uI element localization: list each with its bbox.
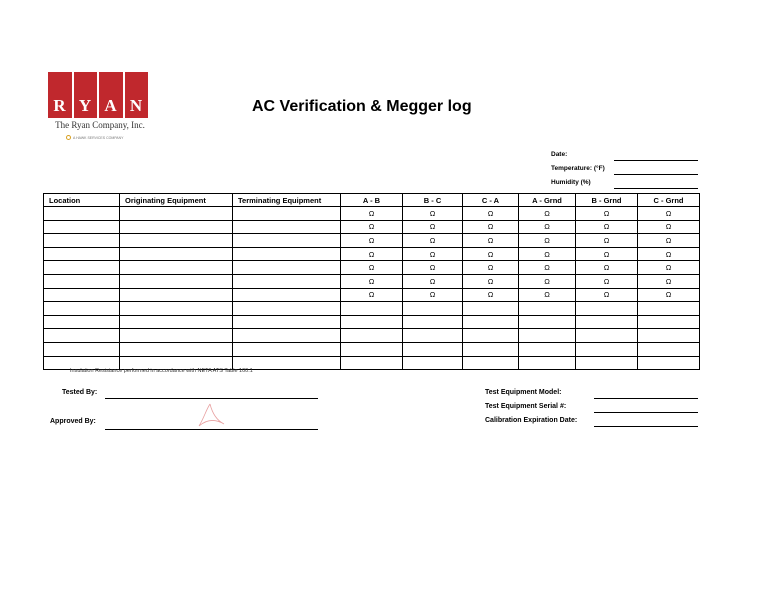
resistance-cell[interactable]: Ω (576, 220, 638, 234)
text-cell[interactable] (44, 302, 120, 316)
column-header: Originating Equipment (120, 194, 233, 207)
resistance-cell[interactable]: Ω (403, 234, 463, 248)
resistance-cell[interactable]: Ω (576, 288, 638, 302)
resistance-cell[interactable] (341, 315, 403, 329)
text-cell[interactable] (120, 329, 233, 343)
resistance-cell[interactable] (638, 329, 700, 343)
text-cell[interactable] (44, 207, 120, 221)
text-cell[interactable] (120, 315, 233, 329)
resistance-cell[interactable] (519, 329, 576, 343)
resistance-cell[interactable] (576, 302, 638, 316)
pdf-watermark-icon (196, 402, 226, 430)
resistance-cell[interactable] (341, 356, 403, 370)
resistance-cell[interactable]: Ω (576, 247, 638, 261)
resistance-cell[interactable] (576, 329, 638, 343)
text-cell[interactable] (120, 302, 233, 316)
resistance-cell[interactable]: Ω (403, 220, 463, 234)
megger-log-table (43, 193, 700, 370)
tested-by-label: Tested By: (62, 389, 98, 396)
text-cell[interactable] (44, 329, 120, 343)
resistance-cell[interactable]: Ω (638, 261, 700, 275)
resistance-cell[interactable]: Ω (403, 274, 463, 288)
date-label: Date: (551, 151, 568, 158)
equipment-model-field[interactable] (594, 398, 698, 399)
insulation-note: Insulation Resistance performed in accordance with NETA ATS Table 100.1 (70, 368, 253, 374)
resistance-cell[interactable] (403, 342, 463, 356)
table-row (44, 261, 700, 275)
table-row (44, 274, 700, 288)
resistance-cell[interactable]: Ω (463, 288, 519, 302)
text-cell[interactable] (233, 329, 341, 343)
resistance-cell[interactable]: Ω (341, 274, 403, 288)
company-name: The Ryan Company, Inc. (55, 120, 145, 130)
resistance-cell[interactable] (463, 302, 519, 316)
resistance-cell[interactable]: Ω (341, 220, 403, 234)
logo-letter-box (74, 72, 98, 118)
resistance-cell[interactable]: Ω (463, 220, 519, 234)
logo-letter: A (104, 96, 118, 115)
resistance-cell[interactable]: Ω (638, 247, 700, 261)
date-field[interactable] (614, 160, 698, 161)
resistance-cell[interactable] (638, 342, 700, 356)
table-header-row (44, 194, 700, 207)
resistance-cell[interactable]: Ω (576, 274, 638, 288)
resistance-cell[interactable]: Ω (638, 288, 700, 302)
company-tagline: A HAWK SERVICES COMPANY (73, 136, 124, 140)
resistance-cell[interactable]: Ω (519, 234, 576, 248)
text-cell[interactable] (120, 247, 233, 261)
column-header: Terminating Equipment (233, 194, 341, 207)
text-cell[interactable] (233, 302, 341, 316)
resistance-cell[interactable]: Ω (403, 261, 463, 275)
temperature-field[interactable] (614, 174, 698, 175)
humidity-label: Humidity (%) (551, 179, 591, 186)
resistance-cell[interactable]: Ω (463, 274, 519, 288)
resistance-cell[interactable]: Ω (341, 261, 403, 275)
text-cell[interactable] (233, 220, 341, 234)
column-header: Location (44, 194, 120, 207)
resistance-cell[interactable]: Ω (519, 247, 576, 261)
text-cell[interactable] (120, 274, 233, 288)
text-cell[interactable] (44, 220, 120, 234)
resistance-cell[interactable] (341, 329, 403, 343)
company-logo (48, 72, 148, 118)
column-header: B - Grnd (576, 194, 638, 207)
resistance-cell[interactable]: Ω (463, 207, 519, 221)
resistance-cell[interactable]: Ω (341, 234, 403, 248)
resistance-cell[interactable] (519, 356, 576, 370)
resistance-cell[interactable]: Ω (463, 261, 519, 275)
text-cell[interactable] (44, 315, 120, 329)
column-header: A - Grnd (519, 194, 576, 207)
column-header: C - Grnd (638, 194, 700, 207)
resistance-cell[interactable]: Ω (519, 261, 576, 275)
table-row (44, 315, 700, 329)
table-row (44, 288, 700, 302)
text-cell[interactable] (120, 261, 233, 275)
text-cell[interactable] (233, 288, 341, 302)
column-header: C - A (463, 194, 519, 207)
resistance-cell[interactable] (519, 342, 576, 356)
resistance-cell[interactable] (638, 302, 700, 316)
resistance-cell[interactable] (519, 315, 576, 329)
page-title: AC Verification & Megger log (252, 98, 472, 115)
text-cell[interactable] (233, 274, 341, 288)
text-cell[interactable] (120, 234, 233, 248)
text-cell[interactable] (44, 274, 120, 288)
approved-by-label: Approved By: (50, 418, 96, 425)
equipment-model-label: Test Equipment Model: (485, 389, 562, 396)
resistance-cell[interactable] (463, 342, 519, 356)
table-row (44, 234, 700, 248)
table-row (44, 220, 700, 234)
company-ring-icon (66, 135, 71, 140)
calibration-date-label: Calibration Expiration Date: (485, 417, 578, 424)
resistance-cell[interactable]: Ω (638, 207, 700, 221)
logo-letter-box (99, 72, 123, 118)
resistance-cell[interactable]: Ω (519, 220, 576, 234)
logo-letter: Y (78, 96, 92, 115)
resistance-cell[interactable]: Ω (576, 261, 638, 275)
text-cell[interactable] (120, 207, 233, 221)
resistance-cell[interactable]: Ω (519, 288, 576, 302)
resistance-cell[interactable]: Ω (403, 207, 463, 221)
resistance-cell[interactable] (341, 302, 403, 316)
text-cell[interactable] (233, 315, 341, 329)
resistance-cell[interactable]: Ω (576, 207, 638, 221)
resistance-cell[interactable] (576, 315, 638, 329)
text-cell[interactable] (233, 342, 341, 356)
text-cell[interactable] (233, 207, 341, 221)
logo-letter-box (125, 72, 149, 118)
text-cell[interactable] (120, 288, 233, 302)
column-header: B - C (403, 194, 463, 207)
text-cell[interactable] (44, 288, 120, 302)
table-row (44, 247, 700, 261)
resistance-cell[interactable]: Ω (403, 247, 463, 261)
resistance-cell[interactable]: Ω (463, 247, 519, 261)
resistance-cell[interactable] (463, 315, 519, 329)
resistance-cell[interactable]: Ω (638, 234, 700, 248)
resistance-cell[interactable]: Ω (576, 234, 638, 248)
logo-letter: N (129, 96, 143, 115)
resistance-cell[interactable] (463, 356, 519, 370)
equipment-serial-label: Test Equipment Serial #: (485, 403, 567, 410)
resistance-cell[interactable]: Ω (519, 274, 576, 288)
table-row (44, 302, 700, 316)
text-cell[interactable] (44, 342, 120, 356)
column-header: A - B (341, 194, 403, 207)
logo-letter-box (48, 72, 72, 118)
text-cell[interactable] (44, 261, 120, 275)
logo-letter: R (53, 96, 67, 115)
resistance-cell[interactable] (403, 356, 463, 370)
resistance-cell[interactable] (341, 342, 403, 356)
text-cell[interactable] (233, 234, 341, 248)
resistance-cell[interactable] (403, 329, 463, 343)
resistance-cell[interactable]: Ω (341, 247, 403, 261)
equipment-serial-field[interactable] (594, 412, 698, 413)
temperature-label: Temperature: (°F) (551, 165, 605, 172)
resistance-cell[interactable]: Ω (519, 207, 576, 221)
table-row (44, 342, 700, 356)
text-cell[interactable] (44, 234, 120, 248)
text-cell[interactable] (233, 247, 341, 261)
resistance-cell[interactable] (638, 356, 700, 370)
resistance-cell[interactable]: Ω (341, 288, 403, 302)
text-cell[interactable] (233, 261, 341, 275)
resistance-cell[interactable] (576, 342, 638, 356)
text-cell[interactable] (120, 342, 233, 356)
resistance-cell[interactable]: Ω (403, 288, 463, 302)
resistance-cell[interactable]: Ω (341, 207, 403, 221)
tested-by-field[interactable] (105, 398, 318, 399)
resistance-cell[interactable]: Ω (638, 274, 700, 288)
table-row (44, 207, 700, 221)
resistance-cell[interactable] (576, 356, 638, 370)
text-cell[interactable] (120, 220, 233, 234)
resistance-cell[interactable] (463, 329, 519, 343)
resistance-cell[interactable]: Ω (463, 234, 519, 248)
resistance-cell[interactable] (403, 302, 463, 316)
resistance-cell[interactable] (403, 315, 463, 329)
resistance-cell[interactable] (638, 315, 700, 329)
resistance-cell[interactable] (519, 302, 576, 316)
resistance-cell[interactable]: Ω (638, 220, 700, 234)
table-row (44, 329, 700, 343)
text-cell[interactable] (44, 247, 120, 261)
calibration-date-field[interactable] (594, 426, 698, 427)
humidity-field[interactable] (614, 188, 698, 189)
